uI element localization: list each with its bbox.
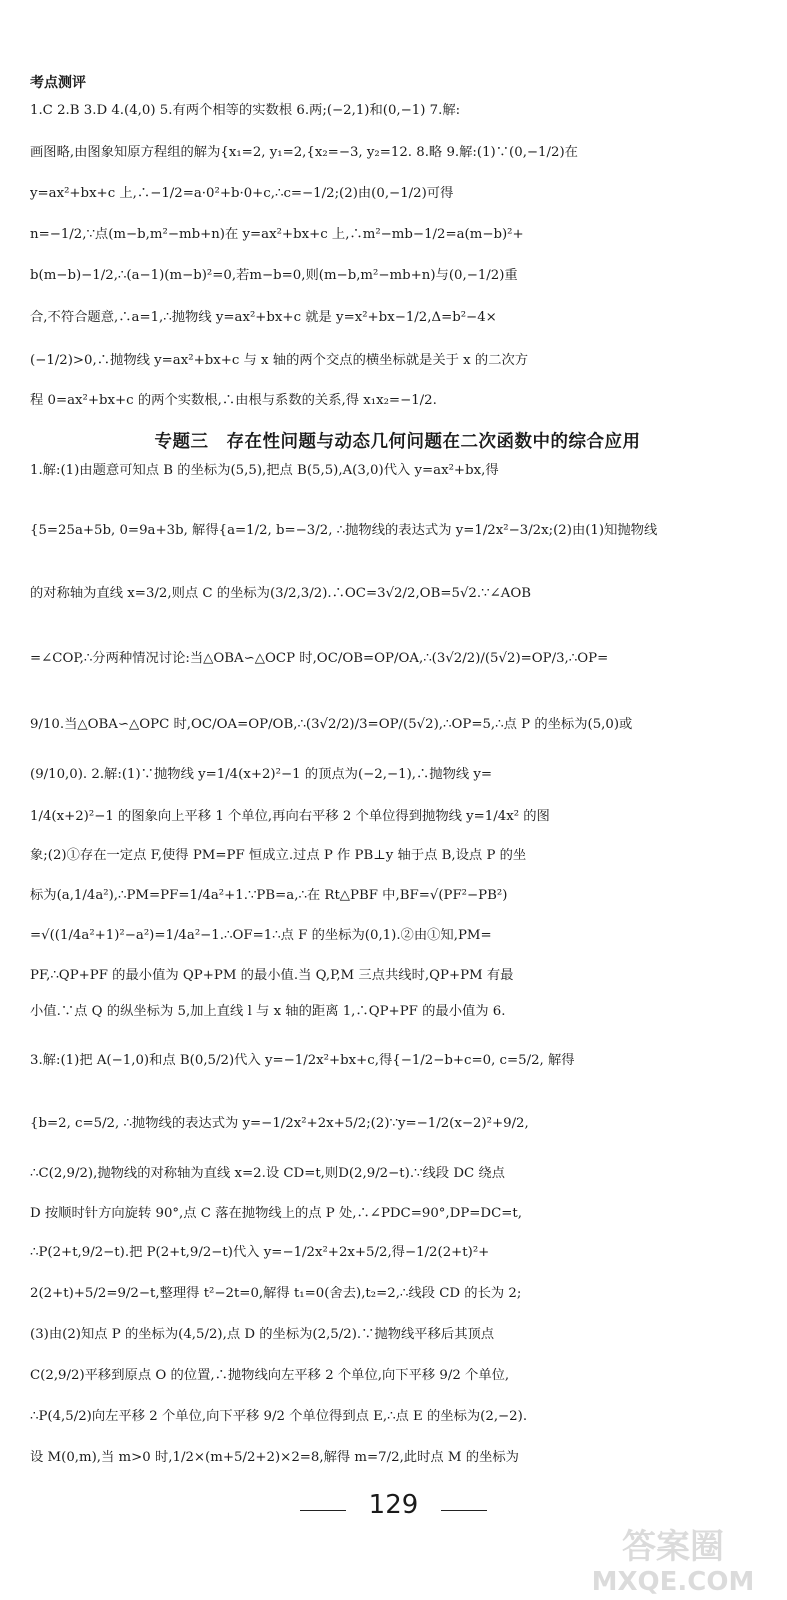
text-line: =√((1/4a²+1)²−a²)=1/4a²−1.∴OF=1∴点 F 的坐标为(0,1).②由①知,PM= <box>30 928 492 943</box>
text-line: C(2,9/2)平移到原点 O 的位置,∴抛物线向左平移 2 个单位,向下平移 9/2 个单位, <box>30 1368 510 1383</box>
topic-title: 专题三 存在性问题与动态几何问题在二次函数中的综合应用 <box>154 432 641 452</box>
text-line: ∴C(2,9/2),抛物线的对称轴为直线 x=2.设 CD=t,则D(2,9/2−t).∵线段 DC 绕点 <box>30 1166 505 1181</box>
text-line: =∠COP,∴分两种情况讨论:当△OBA∽△OCP 时,OC/OB=OP/OA,∴(3√2/2)/(5√2)=OP/3,∴OP= <box>30 651 609 666</box>
text-line: 画图略,由图象知原方程组的解为{x₁=2, y₁=2,{x₂=−3, y₂=12. 8.略 9.解:(1)∵(0,−1/2)在 <box>30 145 578 160</box>
text-line: (9/10,0). 2.解:(1)∵抛物线 y=1/4(x+2)²−1 的顶点为(−2,−1),∴抛物线 y= <box>30 767 493 782</box>
text-line: 3.解:(1)把 A(−1,0)和点 B(0,5/2)代入 y=−1/2x²+bx+c,得{−1/2−b+c=0, c=5/2, 解得 <box>30 1053 575 1068</box>
text-line: y=ax²+bx+c 上,∴−1/2=a·0²+b·0+c,∴c=−1/2;(2)由(0,−1/2)可得 <box>30 186 454 201</box>
page-number-rule-right <box>441 1510 487 1511</box>
watermark-line1: 答案圈 <box>622 1527 724 1567</box>
text-line: 设 M(0,m),当 m>0 时,1/2×(m+5/2+2)×2=8,解得 m=7/2,此时点 M 的坐标为 <box>30 1450 519 1465</box>
watermark-line2: MXQE.COM <box>591 1567 755 1596</box>
text-line: b(m−b)−1/2,∴(a−1)(m−b)²=0,若m−b=0,则(m−b,m²−mb+n)与(0,−1/2)重 <box>30 268 518 283</box>
page-number: 129 <box>368 1490 419 1520</box>
text-line: D 按顺时针方向旋转 90°,点 C 落在抛物线上的点 P 处,∴∠PDC=90°,DP=DC=t, <box>30 1206 522 1221</box>
text-line: 1.C 2.B 3.D 4.(4,0) 5.有两个相等的实数根 6.两;(−2,1)和(0,−1) 7.解: <box>30 103 461 118</box>
text-line: n=−1/2,∵点(m−b,m²−mb+n)在 y=ax²+bx+c 上,∴m²−mb−1/2=a(m−b)²+ <box>30 227 524 242</box>
text-line: PF,∴QP+PF 的最小值为 QP+PM 的最小值.当 Q,P,M 三点共线时,QP+PM 有最 <box>30 968 514 983</box>
text-line: 小值.∵点 Q 的纵坐标为 5,加上直线 l 与 x 轴的距离 1,∴QP+PF 的最小值为 6. <box>30 1004 506 1019</box>
text-line: 1.解:(1)由题意可知点 B 的坐标为(5,5),把点 B(5,5),A(3,0)代入 y=ax²+bx,得 <box>30 463 499 478</box>
text-line: 的对称轴为直线 x=3/2,则点 C 的坐标为(3/2,3/2).∴OC=3√2/2,OB=5√2.∵∠AOB <box>30 586 531 601</box>
text-line: 象;(2)①存在一定点 F,使得 PM=PF 恒成立.过点 P 作 PB⊥y 轴于点 B,设点 P 的坐 <box>30 848 527 863</box>
text-line: 程 0=ax²+bx+c 的两个实数根,∴由根与系数的关系,得 x₁x₂=−1/2. <box>30 393 437 408</box>
text-line: {b=2, c=5/2, ∴抛物线的表达式为 y=−1/2x²+2x+5/2;(2)∵y=−1/2(x−2)²+9/2, <box>30 1116 529 1131</box>
text-line: {5=25a+5b, 0=9a+3b, 解得{a=1/2, b=−3/2, ∴抛物线的表达式为 y=1/2x²−3/2x;(2)由(1)知抛物线 <box>30 523 658 538</box>
text-line: (3)由(2)知点 P 的坐标为(4,5/2),点 D 的坐标为(2,5/2).∵抛物线平移后其顶点 <box>30 1327 495 1342</box>
text-line: 合,不符合题意,∴a=1,∴抛物线 y=ax²+bx+c 就是 y=x²+bx−1/2,Δ=b²−4× <box>30 310 497 325</box>
text-line: 标为(a,1/4a²),∴PM=PF=1/4a²+1.∵PB=a,∴在 Rt△PBF 中,BF=√(PF²−PB²) <box>30 888 508 903</box>
text-line: ∴P(2+t,9/2−t).把 P(2+t,9/2−t)代入 y=−1/2x²+2x+5/2,得−1/2(2+t)²+ <box>30 1245 490 1260</box>
watermark-logo <box>566 1518 781 1596</box>
section-label: 考点测评 <box>30 75 86 91</box>
text-line: 1/4(x+2)²−1 的图象向上平移 1 个单位,再向右平移 2 个单位得到抛物线 y=1/4x² 的图 <box>30 809 550 824</box>
text-line: 2(2+t)+5/2=9/2−t,整理得 t²−2t=0,解得 t₁=0(舍去),t₂=2,∴线段 CD 的长为 2; <box>30 1286 522 1301</box>
text-line: ∴P(4,5/2)向左平移 2 个单位,向下平移 9/2 个单位得到点 E,∴点 E 的坐标为(2,−2). <box>30 1409 528 1424</box>
text-line: 9/10.当△OBA∽△OPC 时,OC/OA=OP/OB,∴(3√2/2)/3=OP/(5√2),∴OP=5,∴点 P 的坐标为(5,0)或 <box>30 717 633 732</box>
text-line: (−1/2)>0,∴抛物线 y=ax²+bx+c 与 x 轴的两个交点的横坐标就是关于 x 的二次方 <box>30 353 529 368</box>
